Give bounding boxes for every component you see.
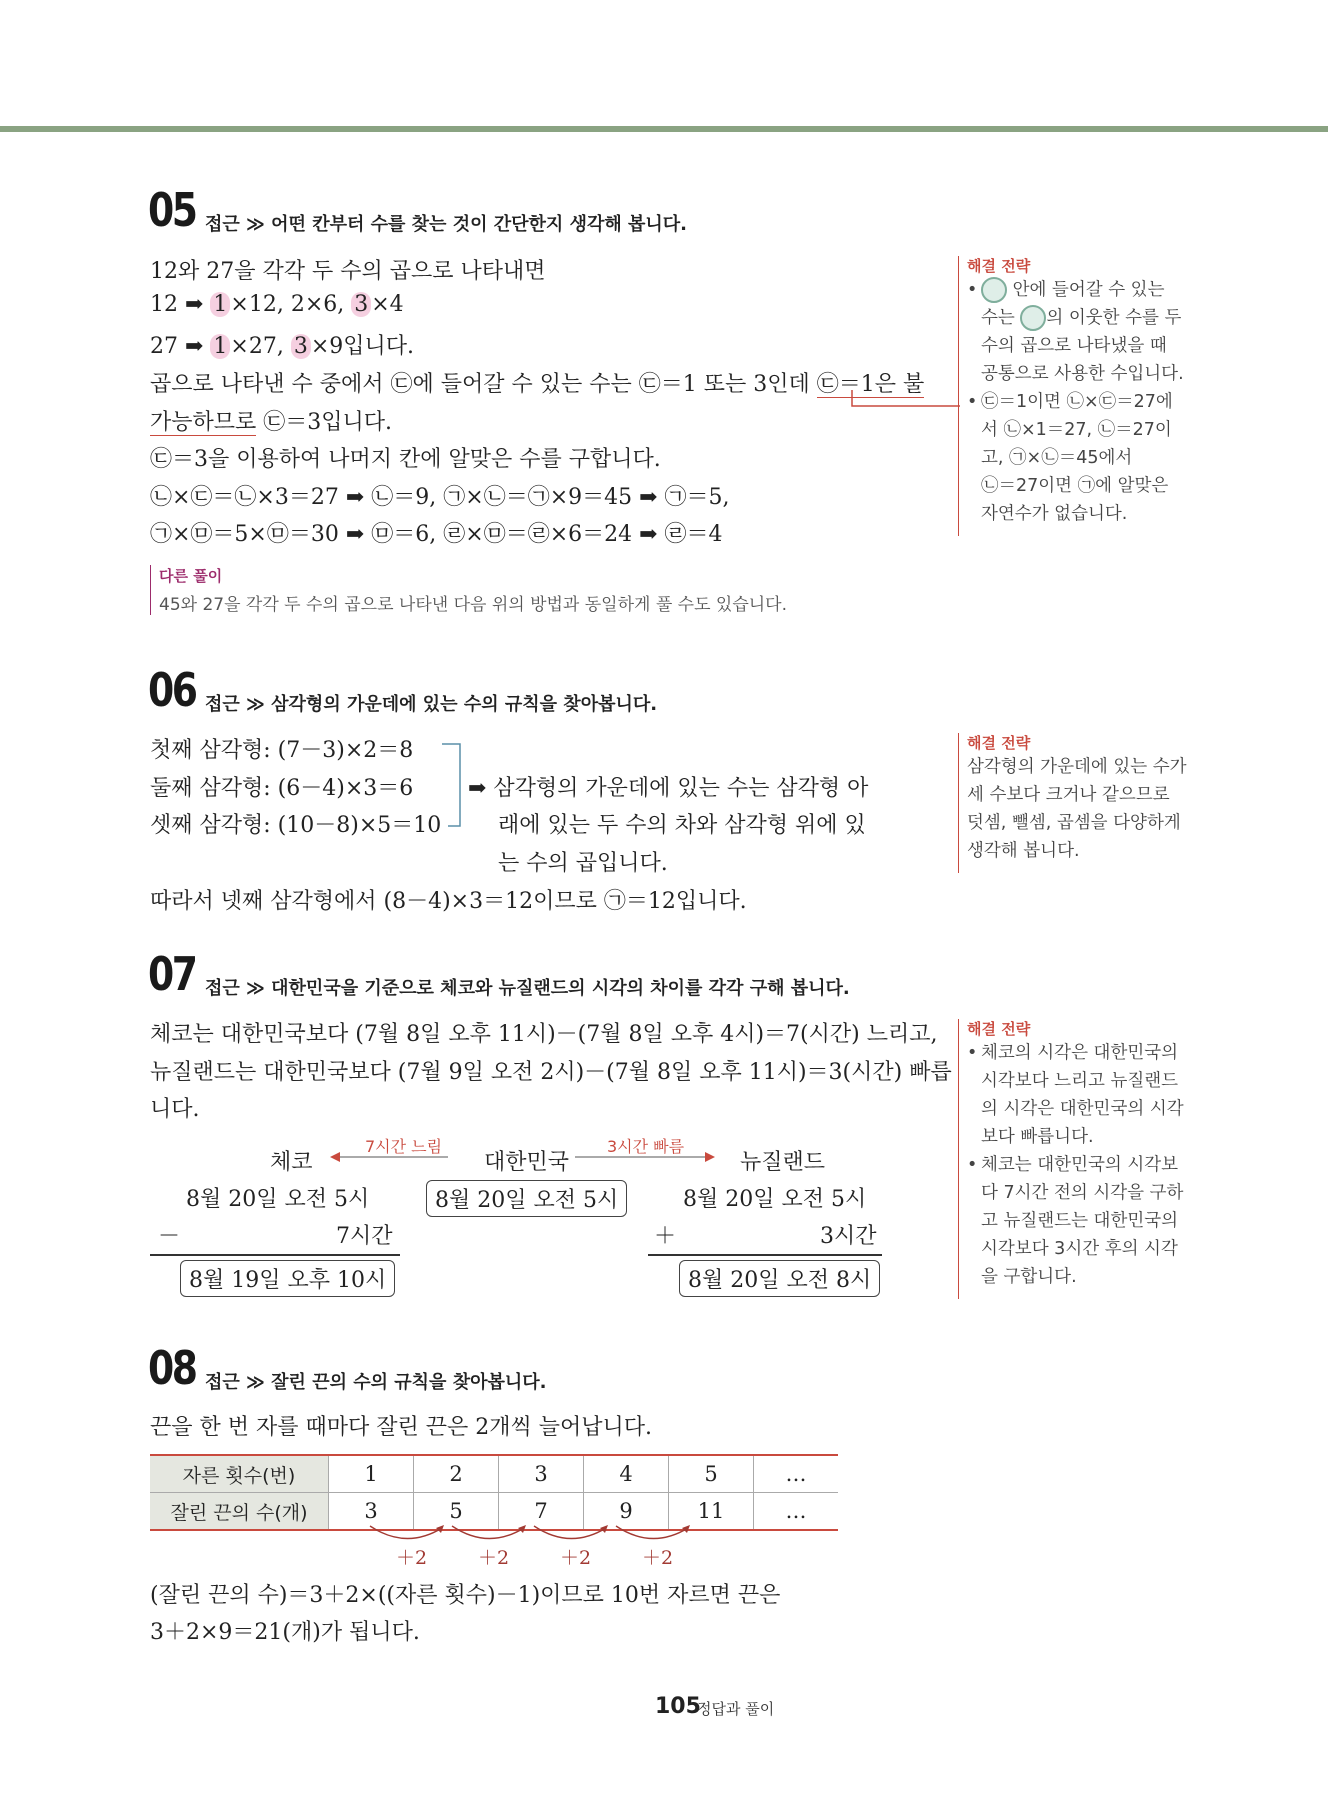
czech-diff: 7시간: [336, 1224, 393, 1249]
nz-plus: ＋: [654, 1224, 677, 1249]
s05-line-6: ㉢＝3을 이용하여 나머지 칸에 알맞은 수를 구합니다.: [150, 447, 661, 472]
s06-right-2: 래에 있는 두 수의 차와 삼각형 위에 있: [498, 813, 866, 838]
s06-strategy-box: 해결 전략 삼각형의 가운데에 있는 수가 세 수보다 크거나 같으므로 덧셈, 뺄셈, 곱셈을 다양하게 생각해 봅니다.: [958, 733, 1207, 873]
table-cell: 4: [584, 1455, 669, 1493]
strategy-item-1: • 안에 들어갈 수 있는 수는 의 이웃한 수를 두 수의 곱으로 나타냈을 때 공통으로 사용한 수입니다.: [967, 276, 1207, 388]
page-number: 105: [655, 1694, 701, 1719]
table-cell: …: [754, 1493, 839, 1531]
table-row: [150, 1455, 838, 1493]
nz-result: 8월 20일 오전 8시: [679, 1260, 880, 1297]
label-czech: 체코: [270, 1150, 313, 1175]
s05-line-4: 곱으로 나타낸 수 중에서 ㉢에 들어갈 수 있는 수는 ㉢＝1 또는 3인데 ㉢＝1은 불: [150, 372, 925, 397]
highlight: 3: [291, 334, 311, 359]
label-korea: 대한민국: [484, 1150, 570, 1175]
alt-solution-tag: 다른 풀이: [159, 567, 223, 585]
top-rule: [0, 126, 1328, 132]
strategy-item-2: • 체코는 대한민국의 시각보 다 7시간 전의 시각을 구하 고 뉴질랜드는 대한민국의 시각보다 3시간 후의 시각 을 구합니다.: [967, 1151, 1207, 1291]
connector-line: [850, 390, 962, 410]
row-header: 자른 횟수(번): [150, 1455, 329, 1493]
table-cell: 9: [584, 1493, 669, 1531]
nz-time: 8월 20일 오전 5시: [683, 1187, 867, 1212]
s07-line-1: 체코는 대한민국보다 (7월 8일 오후 11시)－(7월 8일 오후 4시)＝7(시간) 느리고,: [150, 1022, 938, 1047]
czech-result: 8월 19일 오후 10시: [180, 1260, 395, 1297]
section-08-approach: 접근 ≫ 잘린 끈의 수의 규칙을 찾아봅니다.: [205, 1372, 547, 1393]
plus-label: ＋2: [478, 1547, 510, 1569]
section-06-approach: 접근 ≫ 삼각형의 가운데에 있는 수의 규칙을 찾아봅니다.: [205, 694, 658, 715]
table-cell: 7: [499, 1493, 584, 1531]
s05-line-1: 12와 27을 각각 두 수의 곱으로 나타내면: [150, 259, 546, 284]
nz-diff: 3시간: [820, 1224, 877, 1249]
arrow-left: [330, 1150, 450, 1164]
circle-icon: [981, 277, 1007, 303]
page-label: 정답과 풀이: [697, 1700, 775, 1718]
s05-line-8: ㉠×㉤＝5×㉤＝30 ➡ ㉤＝6, ㉣×㉤＝㉣×6＝24 ➡ ㉣＝4: [150, 522, 723, 547]
calc-rule: [648, 1254, 882, 1256]
plus-label: ＋2: [560, 1547, 592, 1569]
table-cell: 3: [499, 1455, 584, 1493]
cut-table: [150, 1454, 838, 1531]
czech-minus: －: [158, 1224, 181, 1249]
section-05-number: 05: [148, 183, 196, 237]
circle-icon: [1020, 305, 1046, 331]
strategy-item-1: • 체코의 시각은 대한민국의 시각보다 느리고 뉴질랜드 의 시각은 대한민국의 시각 보다 빠릅니다.: [967, 1039, 1207, 1151]
table-cell: …: [754, 1455, 839, 1493]
s06-line-1: 첫째 삼각형: (7－3)×2＝8: [150, 738, 414, 763]
s08-line-1: 끈을 한 번 자를 때마다 잘린 끈은 2개씩 늘어납니다.: [150, 1415, 652, 1440]
s07-line-3: 니다.: [150, 1097, 200, 1122]
table-cell: 1: [329, 1455, 414, 1493]
table-cell: 2: [414, 1455, 499, 1493]
table-cell: 11: [669, 1493, 754, 1531]
s08-line-3: 3＋2×9＝21(개)가 됩니다.: [150, 1620, 420, 1645]
label-slow: 7시간 느림: [365, 1137, 443, 1156]
s07-strategy-box: [958, 1019, 1207, 1299]
section-05-approach: 접근 ≫ 어떤 칸부터 수를 찾는 것이 간단한지 생각해 봅니다.: [205, 214, 688, 235]
underlined-text: 가능하므로: [150, 410, 257, 435]
bracket: [440, 742, 464, 828]
s07-line-2: 뉴질랜드는 대한민국보다 (7월 9일 오전 2시)－(7월 8일 오후 11시)＝3(시간) 빠릅: [150, 1060, 952, 1085]
strategy-tag: 해결 전략: [967, 734, 1031, 752]
s05-line-3: 27 ➡ 1 ×27, 3 ×9입니다.: [150, 334, 415, 359]
strategy-tag: 해결 전략: [967, 1020, 1031, 1038]
table-cell: 3: [329, 1493, 414, 1531]
s06-right-1: ➡ 삼각형의 가운데에 있는 수는 삼각형 아: [468, 776, 869, 801]
highlight: 3: [351, 292, 371, 317]
section-07-approach: 접근 ≫ 대한민국을 기준으로 체코와 뉴질랜드의 시각의 차이를 각각 구해 봅니다.: [205, 978, 850, 999]
row-header: 잘린 끈의 수(개): [150, 1493, 329, 1531]
underlined-text: ㉢＝1은 불: [816, 372, 925, 397]
s06-line-2: 둘째 삼각형: (6－4)×3＝6: [150, 776, 414, 801]
korea-time: 8월 20일 오전 5시: [426, 1180, 627, 1217]
section-08-number: 08: [148, 1341, 196, 1395]
s06-line-4: 따라서 넷째 삼각형에서 (8－4)×3＝12이므로 ㉠＝12입니다.: [150, 889, 747, 914]
s05-line-2: 12 ➡ 1 ×12, 2×6, 3 ×4: [150, 292, 404, 317]
s08-line-2: (잘린 끈의 수)＝3＋2×((자른 횟수)－1)이므로 10번 자르면 끈은: [150, 1583, 781, 1608]
czech-time: 8월 20일 오전 5시: [186, 1187, 370, 1212]
strategy-tag: 해결 전략: [967, 257, 1031, 275]
highlight: 1: [210, 334, 230, 359]
s05-strategy-box: [958, 256, 1207, 536]
s05-line-7: ㉡×㉢＝㉡×3＝27 ➡ ㉡＝9, ㉠×㉡＝㉠×9＝45 ➡ ㉠＝5,: [150, 485, 730, 510]
s06-line-3: 셋째 삼각형: (10－8)×5＝10: [150, 813, 442, 838]
section-07-number: 07: [148, 947, 196, 1001]
alternative-solution-box: [150, 565, 787, 615]
plus-label: ＋2: [396, 1547, 428, 1569]
label-newzealand: 뉴질랜드: [740, 1150, 826, 1175]
s06-right-3: 는 수의 곱입니다.: [498, 851, 668, 876]
alt-solution-text: 45와 27을 각각 두 수의 곱으로 나타낸 다음 위의 방법과 동일하게 풀 수도 있습니다.: [159, 595, 787, 615]
s05-line-5: 가능하므로 ㉢＝3입니다.: [150, 410, 393, 435]
plus-label: ＋2: [642, 1547, 674, 1569]
table-cell: 5: [669, 1455, 754, 1493]
section-06-number: 06: [148, 663, 196, 717]
strategy-item-2: • ㉢＝1이면 ㉡×㉢＝27에 서 ㉡×1＝27, ㉡＝27이 고, ㉠×㉡＝45에서 ㉡＝27이면 ㉠에 알맞은 자연수가 없습니다.: [967, 388, 1207, 528]
highlight: 1: [210, 292, 230, 317]
calc-rule: [150, 1254, 400, 1256]
table-cell: 5: [414, 1493, 499, 1531]
arrow-right: [575, 1150, 715, 1164]
label-fast: 3시간 빠름: [607, 1137, 685, 1156]
